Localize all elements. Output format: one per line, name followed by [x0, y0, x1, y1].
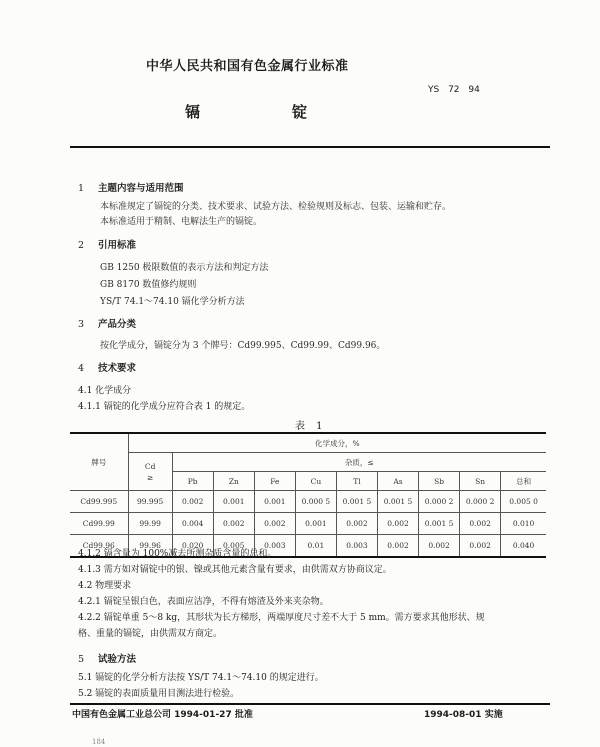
reference-item: GB 8170 数值修约规则: [100, 280, 197, 290]
header-element-zn: Zn: [213, 472, 254, 491]
reference-item: YS/T 74.1～74.10 镉化学分析方法: [100, 297, 245, 307]
grade-cell: Cd99.99: [70, 513, 128, 535]
clause-4-2-1: 4.2.1 镉锭呈银白色，表面应洁净，不得有熔渣及外来夹杂物。: [78, 597, 329, 607]
value-cell: 0.002: [419, 535, 460, 557]
section-5-number: 5: [78, 654, 85, 665]
header-element-as: As: [377, 472, 418, 491]
chemical-composition-table: [70, 432, 546, 558]
table-row: [70, 513, 546, 535]
section-5-title: 试验方法: [98, 654, 137, 665]
section-1-number: 1: [78, 183, 85, 194]
footer-rule: [70, 703, 550, 705]
clause-4-1: 4.1 化学成分: [78, 386, 132, 396]
value-cell: 0.000 2: [419, 491, 460, 513]
section-1-title: 主题内容与适用范围: [98, 183, 184, 194]
value-cell: 0.002: [172, 491, 213, 513]
header-cd-min: ≥: [146, 472, 154, 482]
value-cell: 0.002: [213, 513, 254, 535]
header-grade: 牌号: [70, 433, 128, 491]
value-cell: 0.002: [336, 513, 377, 535]
clause-4-2: 4.2 物理要求: [78, 581, 132, 591]
approval-line: 中国有色金属工业总公司 1994-01-27 批准: [72, 710, 253, 720]
cd-cell: 99.99: [128, 513, 172, 535]
value-cell: 0.005: [213, 535, 254, 557]
value-cell: 0.020: [172, 535, 213, 557]
clause-4-1-2: 4.1.2 镉含量为 100%减去所测杂质含量的总和。: [78, 549, 277, 559]
header-total: 总和: [501, 472, 546, 491]
section-5-heading: [78, 651, 136, 665]
value-cell: 0.002: [377, 535, 418, 557]
value-cell: 0.002: [377, 513, 418, 535]
section-1-paragraph-1: 本标准规定了镉锭的分类、技术要求、试验方法、检验规则及标志、包装、运输和贮存。: [100, 202, 452, 212]
header-element-pb: Pb: [172, 472, 213, 491]
value-cell: 0.01: [295, 535, 336, 557]
value-cell: 0.001 5: [419, 513, 460, 535]
reference-item: GB 1250 极限数值的表示方法和判定方法: [100, 263, 269, 273]
industry-standard-title: 中华人民共和国有色金属行业标准: [146, 59, 349, 74]
clause-4-1-3: 4.1.3 需方如对镉锭中的银、镍或其他元素含量有要求，由供需双方协商议定。: [78, 565, 392, 575]
cd-cell: 99.96: [128, 535, 172, 557]
grade-cell: Cd99.995: [70, 491, 128, 513]
total-cell: 0.040: [501, 535, 546, 557]
implementation-date: 1994-08-01 实施: [424, 710, 503, 720]
section-3-paragraph: 按化学成分，镉锭分为 3 个牌号：Cd99.995、Cd99.99、Cd99.96。: [100, 341, 386, 351]
value-cell: 0.002: [460, 513, 501, 535]
header-cd: [128, 453, 172, 491]
header-element-sb: Sb: [419, 472, 460, 491]
header-rule: [70, 146, 550, 148]
value-cell: 0.001: [295, 513, 336, 535]
value-cell: 0.004: [172, 513, 213, 535]
value-cell: 0.002: [254, 513, 295, 535]
clause-4-2-2-line1: 4.2.2 镉锭单重 5～8 kg，其形状为长方梯形，两端厚度尺寸差不大于 5 mm。需方要求其他形状、规: [78, 613, 485, 623]
total-cell: 0.005 0: [501, 491, 546, 513]
header-element-cu: Cu: [295, 472, 336, 491]
value-cell: 0.001 5: [336, 491, 377, 513]
header-element-sn: Sn: [460, 472, 501, 491]
page-number: 184: [92, 738, 106, 746]
document-title-char1: 镉: [185, 103, 201, 121]
clause-4-1-1: 4.1.1 镉锭的化学成分应符合表 1 的规定。: [78, 402, 251, 412]
value-cell: 0.003: [336, 535, 377, 557]
section-1-heading: [78, 180, 184, 194]
header-cd-symbol: Cd: [144, 461, 156, 471]
cd-cell: 99.995: [128, 491, 172, 513]
value-cell: 0.003: [254, 535, 295, 557]
clause-5-2: 5.2 镉锭的表面质量用目测法进行检验。: [78, 689, 240, 699]
clause-4-2-2-line2: 格、重量的镉锭，由供需双方商定。: [78, 629, 223, 639]
header-element-fe: Fe: [254, 472, 295, 491]
document-title-char2: 锭: [292, 103, 308, 121]
section-2-title: 引用标准: [98, 240, 137, 251]
section-4-heading: [78, 360, 136, 374]
value-cell: 0.001 5: [377, 491, 418, 513]
table-row: [70, 491, 546, 513]
table-caption: 表 1: [295, 421, 327, 432]
section-2-heading: [78, 237, 136, 251]
header-element-tl: Tl: [336, 472, 377, 491]
section-3-heading: [78, 316, 136, 330]
value-cell: 0.000 2: [460, 491, 501, 513]
total-cell: 0.010: [501, 513, 546, 535]
standard-code: YS 72 94: [428, 85, 480, 95]
section-4-title: 技术要求: [98, 363, 137, 374]
clause-5-1: 5.1 镉锭的化学分析方法按 YS/T 74.1～74.10 的规定进行。: [78, 673, 324, 683]
header-impurities: 杂质，≤: [172, 453, 546, 472]
value-cell: 0.002: [460, 535, 501, 557]
value-cell: 0.001: [254, 491, 295, 513]
value-cell: 0.001: [213, 491, 254, 513]
section-2-number: 2: [78, 240, 85, 251]
value-cell: 0.000 5: [295, 491, 336, 513]
section-3-number: 3: [78, 319, 85, 330]
header-chemical-composition: 化学成分，%: [128, 433, 546, 453]
grade-cell: Cd99.96: [70, 535, 128, 557]
section-3-title: 产品分类: [98, 319, 137, 330]
section-1-paragraph-2: 本标准适用于精制、电解法生产的镉锭。: [100, 217, 263, 227]
section-4-number: 4: [78, 363, 85, 374]
